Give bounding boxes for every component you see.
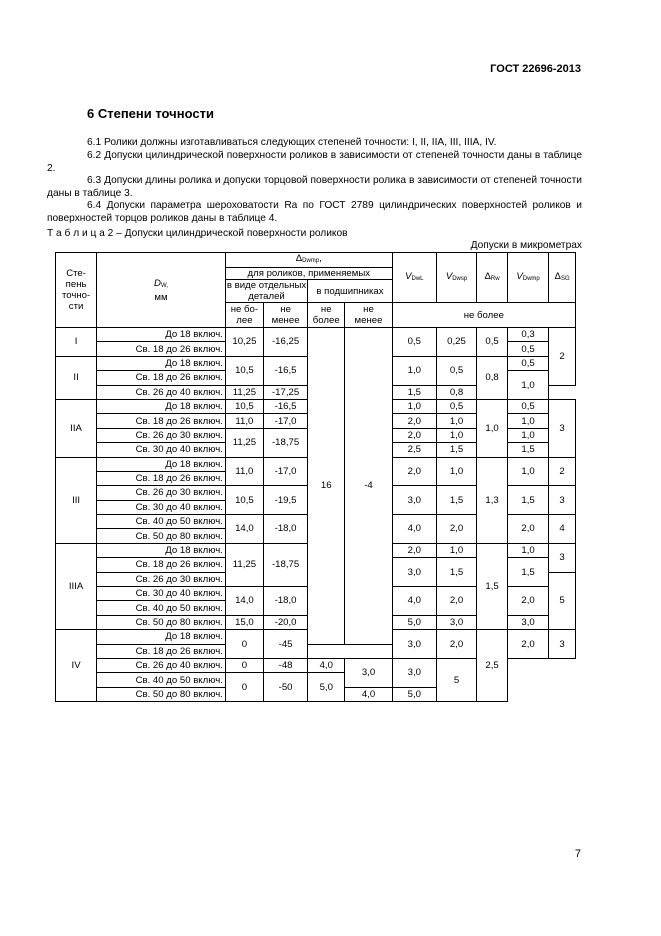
- value-cell: 1,0: [392, 356, 436, 385]
- value-cell: 1,5: [477, 543, 508, 629]
- value-cell: 11,25: [225, 428, 263, 457]
- value-cell: 2,0: [392, 457, 436, 486]
- value-cell: -50: [263, 673, 307, 702]
- value-cell: 2,5: [477, 630, 508, 702]
- value-cell: -18,0: [263, 587, 307, 616]
- value-cell: 2: [549, 457, 576, 486]
- value-cell: 5,0: [392, 687, 436, 701]
- size-cell: Св. 50 до 80 включ.: [97, 687, 226, 701]
- header-vdwl: VDwL: [392, 253, 436, 303]
- value-cell: 1,0: [436, 428, 476, 442]
- paragraph-6-4: 6.4 Допуски параметра шероховатости Ra по ГОСТ 2789 цилиндрических поверхностей роликов и поверхностей торцов роликов даны в таблице 4.: [47, 200, 582, 224]
- header-not-more-2: не более: [308, 303, 345, 328]
- value-cell: -18,75: [263, 428, 307, 457]
- value-cell: 5: [549, 572, 576, 630]
- value-cell: 16: [308, 328, 345, 645]
- size-cell: Св. 18 до 26 включ.: [97, 414, 226, 428]
- grade-cell: IIA: [56, 399, 97, 457]
- value-cell: -17,0: [263, 414, 307, 428]
- value-cell: 1,5: [436, 558, 476, 587]
- value-cell: 10,25: [225, 328, 263, 357]
- value-cell: 1,5: [507, 486, 548, 515]
- value-cell: -16,5: [263, 356, 307, 385]
- value-cell: 0,5: [477, 328, 508, 357]
- value-cell: -16,5: [263, 399, 307, 413]
- value-cell: 1,0: [392, 399, 436, 413]
- value-cell: 1,0: [436, 543, 476, 557]
- value-cell: 1,0: [436, 457, 476, 486]
- size-cell: До 18 включ.: [97, 328, 226, 342]
- value-cell: 0,5: [392, 328, 436, 357]
- size-cell: Св. 30 до 40 включ.: [97, 443, 226, 457]
- value-cell: 3,0: [392, 558, 436, 587]
- value-cell: -18,0: [263, 515, 307, 544]
- value-cell: 0,8: [477, 356, 508, 399]
- value-cell: 1,3: [477, 457, 508, 543]
- value-cell: 0: [225, 673, 263, 702]
- value-cell: 0,5: [436, 399, 476, 413]
- value-cell: 1,5: [507, 443, 548, 457]
- size-cell: Св. 50 до 80 включ.: [97, 615, 226, 629]
- value-cell: 4,0: [392, 515, 436, 544]
- value-cell: 4,0: [308, 658, 345, 672]
- value-cell: 2,0: [507, 515, 548, 544]
- value-cell: 2,0: [392, 543, 436, 557]
- size-cell: Св. 18 до 26 включ.: [97, 558, 226, 572]
- value-cell: 10,5: [225, 486, 263, 515]
- value-cell: 2,0: [436, 630, 476, 659]
- value-cell: 3,0: [436, 615, 476, 629]
- value-cell: 0,5: [507, 342, 548, 356]
- value-cell: 3: [549, 486, 576, 515]
- value-cell: 3: [549, 399, 576, 457]
- value-cell: 3: [549, 543, 576, 572]
- value-cell: 5,0: [392, 615, 436, 629]
- tolerance-table: [55, 252, 576, 702]
- value-cell: 11,25: [225, 385, 263, 399]
- header-grade: Сте- пень точно- сти: [56, 253, 97, 328]
- value-cell: 3,0: [392, 630, 436, 659]
- value-cell: 1,5: [507, 558, 548, 587]
- grade-cell: IIIA: [56, 543, 97, 629]
- value-cell: 2,0: [507, 630, 548, 659]
- value-cell: 4: [549, 515, 576, 544]
- value-cell: 5: [436, 658, 476, 701]
- value-cell: 2,0: [436, 587, 476, 616]
- value-cell: 4,0: [392, 587, 436, 616]
- size-cell: Св. 18 до 26 включ.: [97, 644, 226, 658]
- size-cell: Св. 30 до 40 включ.: [97, 587, 226, 601]
- value-cell: 1,5: [436, 486, 476, 515]
- value-cell: 1,0: [507, 371, 548, 400]
- paragraph-6-2: 6.2 Допуски цилиндрической поверхности роликов в зависимости от степеней точности даны в таблице 2.: [47, 150, 582, 174]
- value-cell: 14,0: [225, 587, 263, 616]
- size-cell: Св. 26 до 30 включ.: [97, 572, 226, 586]
- size-cell: Св. 26 до 40 включ.: [97, 658, 226, 672]
- size-cell: Св. 26 до 30 включ.: [97, 486, 226, 500]
- value-cell: -19,5: [263, 486, 307, 515]
- value-cell: 5,0: [308, 673, 345, 702]
- value-cell: 3,0: [507, 615, 548, 629]
- header-not-less-2: не менее: [345, 303, 392, 328]
- value-cell: -17,25: [263, 385, 307, 399]
- grade-cell: I: [56, 328, 97, 357]
- value-cell: 3: [549, 630, 576, 659]
- value-cell: 1,5: [392, 385, 436, 399]
- value-cell: -16,25: [263, 328, 307, 357]
- value-cell: 10,5: [225, 356, 263, 385]
- value-cell: -17,0: [263, 457, 307, 486]
- table-caption: Т а б л и ц а 2 – Допуски цилиндрической поверхности роликов: [47, 228, 348, 239]
- value-cell: 3,0: [392, 658, 436, 687]
- value-cell: 0,3: [507, 328, 548, 342]
- header-separate-parts: в виде отдельных деталей: [226, 280, 307, 302]
- value-cell: 0: [225, 630, 263, 659]
- value-cell: 1,0: [477, 399, 508, 457]
- value-cell: 2,5: [392, 443, 436, 457]
- grade-cell: III: [56, 457, 97, 543]
- value-cell: 0: [225, 658, 263, 672]
- value-cell: 1,0: [507, 543, 548, 557]
- value-cell: 3,0: [392, 486, 436, 515]
- size-cell: До 18 включ.: [97, 399, 226, 413]
- value-cell: 1,0: [507, 457, 548, 486]
- header-not-more: не бо- лее: [225, 303, 263, 328]
- header-not-less: не менее: [263, 303, 307, 328]
- value-cell: 1,0: [507, 428, 548, 442]
- value-cell: 10,5: [225, 399, 263, 413]
- value-cell: 0,5: [436, 356, 476, 385]
- value-cell: 1,5: [436, 443, 476, 457]
- value-cell: 14,0: [225, 515, 263, 544]
- value-cell: 2: [549, 328, 576, 386]
- header-vdwsp: VDwsp: [436, 253, 476, 303]
- header-drw: ΔRw: [477, 253, 508, 303]
- header-delta-dwmp: ΔDwmp,: [225, 253, 392, 268]
- size-cell: Св. 18 до 26 включ.: [97, 471, 226, 485]
- value-cell: 1,0: [507, 414, 548, 428]
- section-title: 6 Степени точности: [87, 106, 214, 121]
- value-cell: 2,0: [436, 515, 476, 544]
- size-cell: Св. 40 до 50 включ.: [97, 515, 226, 529]
- size-cell: До 18 включ.: [97, 356, 226, 370]
- value-cell: 0,25: [436, 328, 476, 357]
- grade-cell: II: [56, 356, 97, 399]
- value-cell: 4,0: [345, 687, 392, 701]
- value-cell: 0,8: [436, 385, 476, 399]
- value-cell: -18,75: [263, 543, 307, 586]
- value-cell: -20,0: [263, 615, 307, 629]
- value-cell: 3,0: [345, 658, 392, 687]
- size-cell: До 18 включ.: [97, 543, 226, 557]
- size-cell: Св. 26 до 30 включ.: [97, 428, 226, 442]
- value-cell: 1,0: [436, 414, 476, 428]
- document-code: ГОСТ 22696-2013: [490, 63, 581, 75]
- value-cell: -4: [345, 328, 392, 645]
- value-cell: 15,0: [225, 615, 263, 629]
- size-cell: Св. 30 до 40 включ.: [97, 500, 226, 514]
- value-cell: -48: [263, 658, 307, 672]
- value-cell: 2,0: [392, 428, 436, 442]
- size-cell: Св. 18 до 26 включ.: [97, 371, 226, 385]
- size-cell: До 18 включ.: [97, 630, 226, 644]
- value-cell: 0,5: [507, 399, 548, 413]
- grade-cell: IV: [56, 630, 97, 702]
- size-cell: До 18 включ.: [97, 457, 226, 471]
- size-cell: Св. 18 до 26 включ.: [97, 342, 226, 356]
- paragraph-6-3: 6.3 Допуски длины ролика и допуски торцовой поверхности ролика в зависимости от степеней точности даны в таблице 3.: [47, 175, 582, 199]
- units-note: Допуски в микрометрах: [470, 240, 582, 251]
- size-cell: Св. 50 до 80 включ.: [97, 529, 226, 543]
- value-cell: 2,0: [392, 414, 436, 428]
- size-cell: Св. 40 до 50 включ.: [97, 673, 226, 687]
- value-cell: 2,0: [507, 587, 548, 616]
- header-dsg: ΔSG: [549, 253, 576, 303]
- value-cell: 11,25: [225, 543, 263, 586]
- value-cell: 11,0: [225, 414, 263, 428]
- header-vdwmp: VDwmp: [507, 253, 548, 303]
- header-not-more-all: не более: [392, 303, 575, 328]
- size-cell: Св. 40 до 50 включ.: [97, 601, 226, 615]
- header-in-bearings: в подшипниках: [308, 280, 392, 303]
- size-cell: Св. 26 до 40 включ.: [97, 385, 226, 399]
- page-number: 7: [574, 848, 581, 860]
- value-cell: 0,5: [507, 356, 548, 370]
- value-cell: 11,0: [225, 457, 263, 486]
- header-dw: DW, мм: [97, 253, 226, 328]
- header-rollers-used: для роликов, применяемых: [225, 268, 392, 280]
- value-cell: -45: [263, 630, 307, 659]
- paragraph-6-1: 6.1 Ролики должны изготавливаться следующих степеней точности: I, II, IIA, III, IIIA, IV.: [87, 137, 497, 148]
